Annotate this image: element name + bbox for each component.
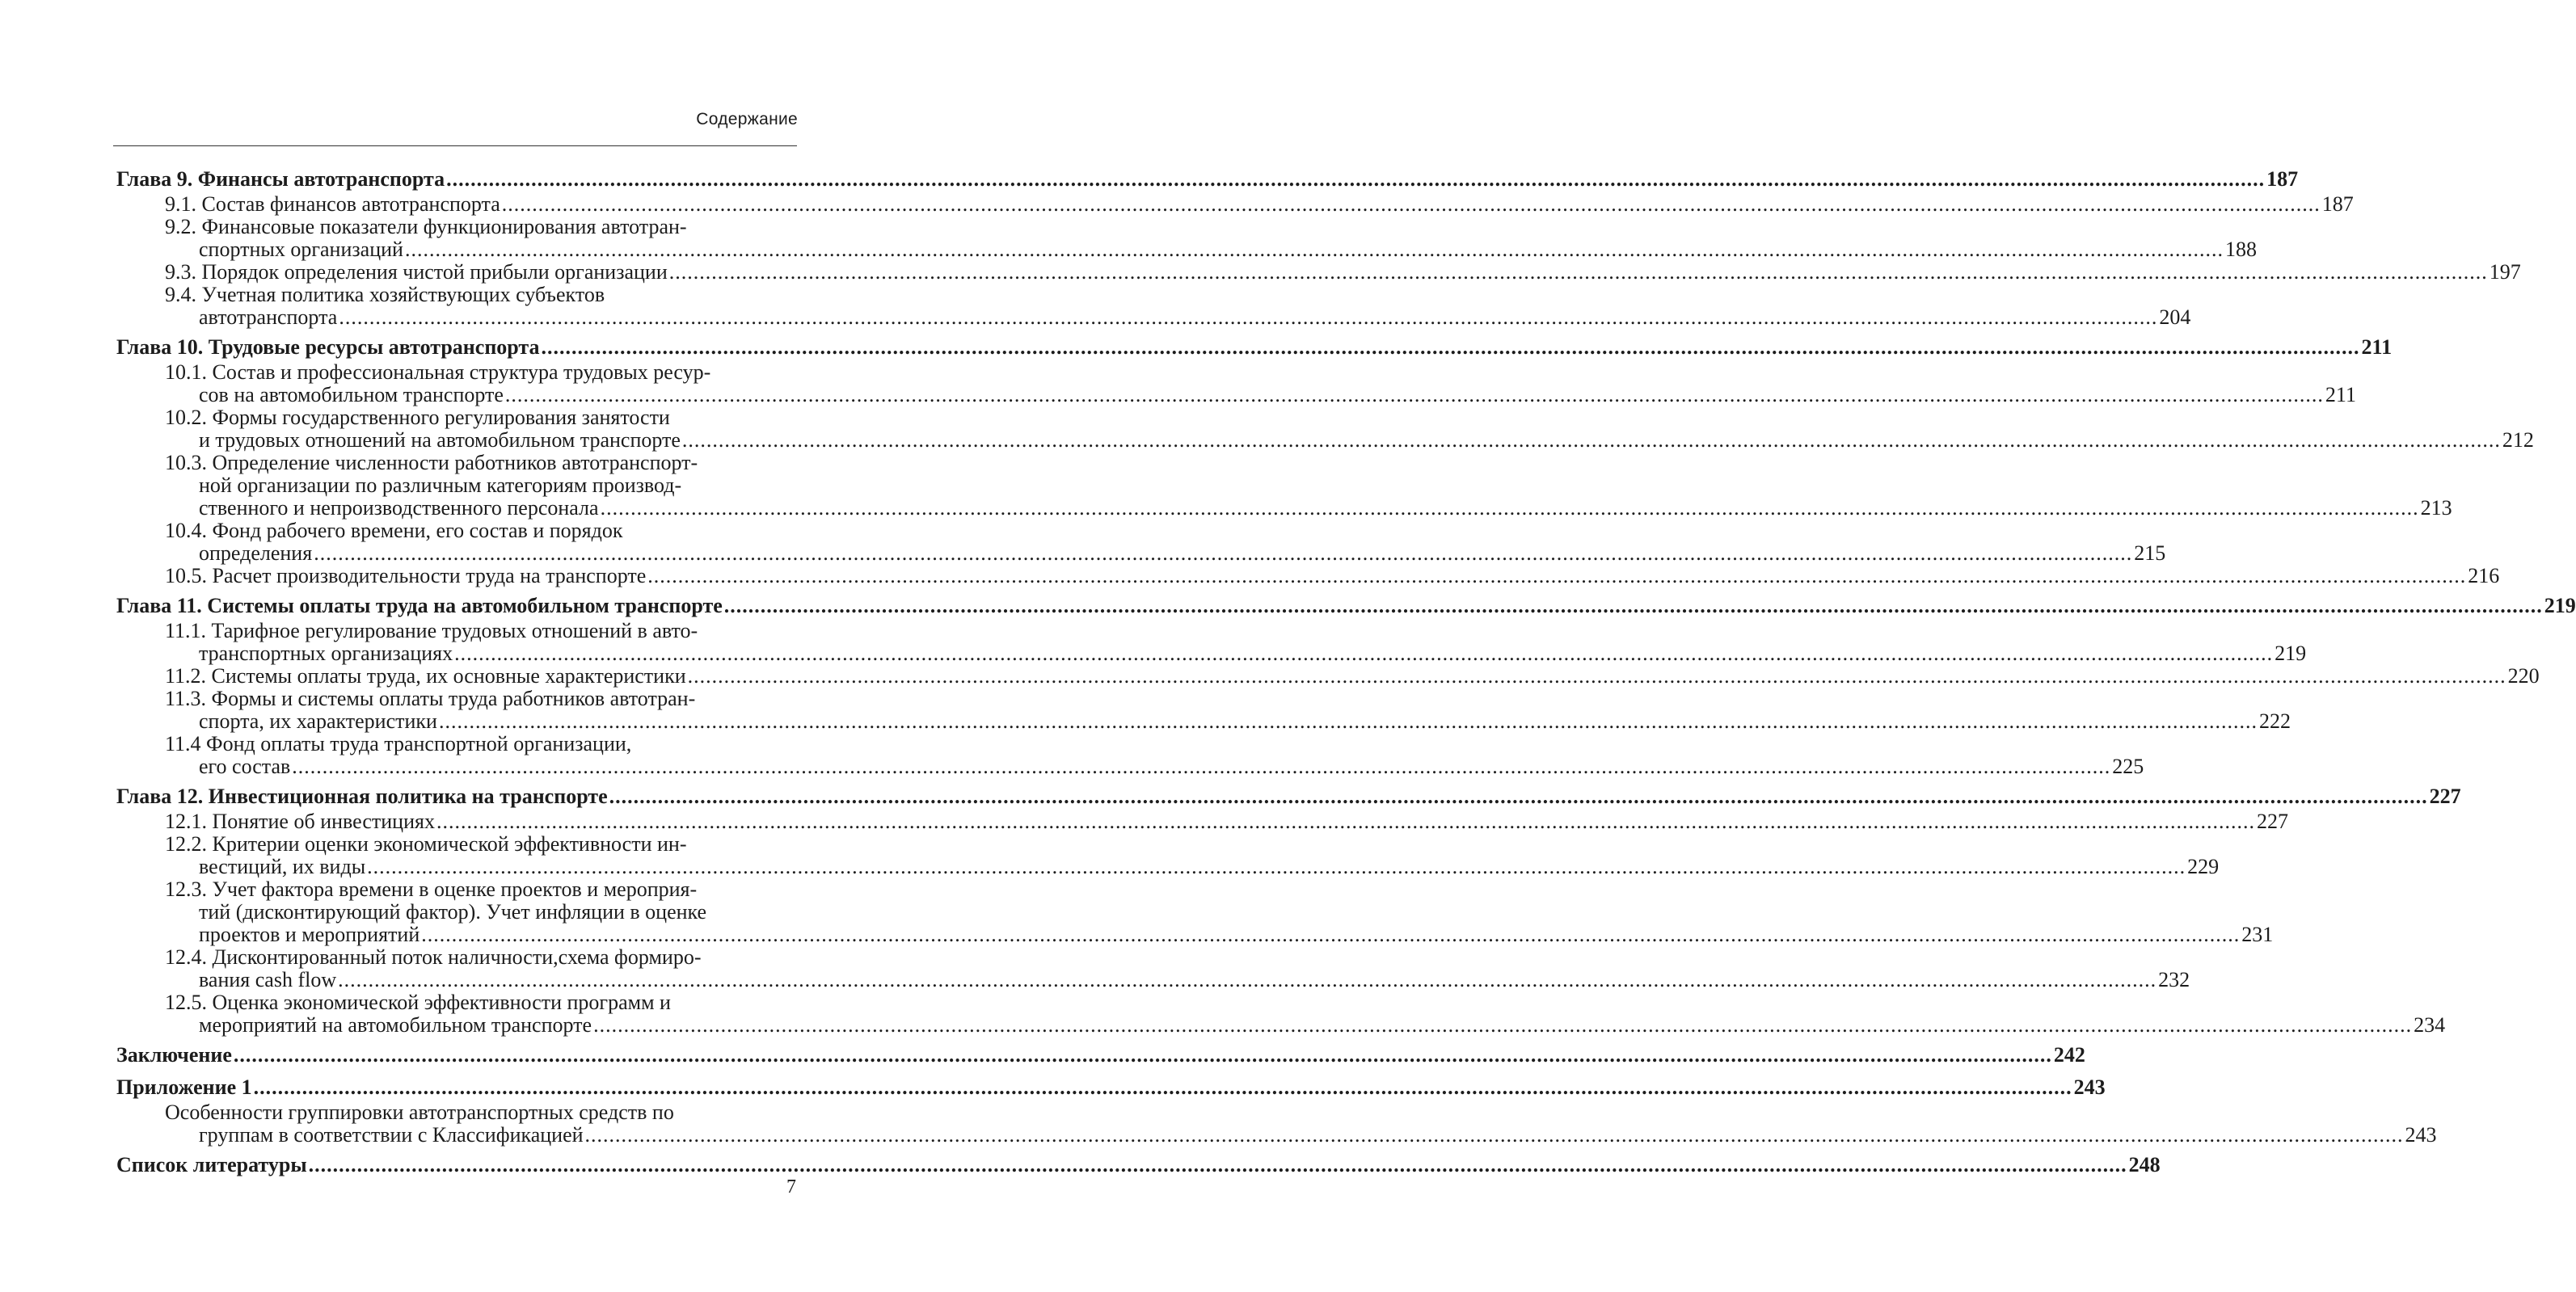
toc-page-number: 229	[2187, 855, 2220, 878]
toc-entry-title: вестиций, их виды	[199, 855, 366, 878]
toc-entry-title: 9.4. Учетная политика хозяйствующих субъектов	[165, 283, 605, 306]
toc-entry-line	[116, 592, 2576, 620]
toc-entry-title: группам в соответствии с Классификацией	[199, 1123, 584, 1147]
dot-leader: ............................................................................................................................................................................................................................................................................................................	[541, 335, 2360, 359]
dot-leader: ............................................................................................................................................................................................................................................................................................................	[253, 1075, 2072, 1099]
toc-entry-title: Список литературы	[116, 1153, 307, 1176]
toc-entry-title: Заключение	[116, 1043, 232, 1067]
toc-entry-line	[116, 1042, 2085, 1069]
toc-entry-title: Глава 9. Финансы автотранспорта	[116, 167, 445, 191]
toc-page-number: 243	[2405, 1123, 2437, 1147]
toc-entry-line	[165, 833, 797, 856]
toc-entry-title: ственного и непроизводственного персонала	[199, 496, 599, 520]
toc-entry-title: транспортных организациях	[199, 642, 453, 665]
toc-chapter-entry[interactable]	[116, 783, 2461, 810]
toc-page-number: 219	[2275, 642, 2307, 665]
toc-entry-line	[116, 334, 2393, 361]
toc-page-number: 248	[2128, 1153, 2161, 1176]
toc-entry-title: тий (дисконтирующий фактор). Учет инфляции в оценке	[199, 900, 707, 924]
toc-section-entry[interactable]	[116, 360, 2356, 406]
toc-entry-line	[165, 1013, 2446, 1037]
toc-entry-title: Глава 11. Системы оплаты труда на автомобильном транспорте	[116, 594, 723, 617]
toc-page-number: 232	[2158, 968, 2190, 991]
dot-leader: ............................................................................................................................................................................................................................................................................................................	[338, 968, 2157, 991]
running-head-title: Содержание	[696, 110, 798, 128]
toc-entry-title: 12.2. Критерии оценки экономической эффективности ин-	[165, 832, 687, 856]
toc-section-entry[interactable]	[116, 945, 2190, 991]
toc-entry-line	[165, 564, 2500, 587]
toc-entry-line	[165, 968, 2190, 991]
toc-page-number: 225	[2112, 755, 2144, 778]
toc-page-number: 215	[2134, 541, 2166, 565]
toc-entry-title: вания cash flow	[199, 968, 337, 991]
toc-entry-title: 9.1. Состав финансов автотранспорта	[165, 192, 500, 216]
toc-entry-title: спорта, их характеристики	[199, 709, 437, 733]
toc-entry-line	[165, 1123, 2437, 1147]
toc-entry-line	[165, 192, 2354, 216]
toc-entry-line	[165, 642, 2307, 665]
toc-page-number: 227	[2256, 810, 2288, 833]
toc-entry-line	[165, 755, 2144, 778]
toc-entry-line	[165, 878, 797, 901]
toc-chapter-entry[interactable]	[116, 1151, 2161, 1179]
toc-entry-title: сов на автомобильном транспорте	[199, 383, 504, 406]
toc-chapter-entry[interactable]	[116, 334, 2393, 361]
toc-page-number: 243	[2073, 1075, 2106, 1099]
toc-section-entry[interactable]	[116, 260, 2521, 284]
toc-section-entry[interactable]	[116, 283, 2191, 329]
toc-entry-title: спортных организаций	[199, 238, 403, 261]
toc-entry-title: 11.1. Тарифное регулирование трудовых отношений в авто-	[165, 619, 698, 642]
dot-leader: ............................................................................................................................................................................................................................................................................................................	[501, 192, 2321, 216]
dot-leader: ............................................................................................................................................................................................................................................................................................................	[438, 709, 2258, 733]
toc-entry-title: 12.5. Оценка экономической эффективности программ и	[165, 991, 671, 1014]
toc-entry-title: 11.3. Формы и системы оплаты труда работников автотран-	[165, 687, 696, 710]
dot-leader: ............................................................................................................................................................................................................................................................................................................	[454, 642, 2274, 665]
toc-entry-title: 10.1. Состав и профессиональная структура трудовых ресур-	[165, 360, 711, 384]
toc-section-entry[interactable]	[116, 732, 2144, 778]
toc-page-number: 187	[2266, 167, 2299, 191]
toc-entry-title: 10.4. Фонд рабочего времени, его состав и порядок	[165, 519, 623, 542]
toc-page-number: 204	[2159, 305, 2191, 329]
toc-section-entry[interactable]	[116, 810, 2288, 833]
toc-entry-title: автотранспорта	[199, 305, 338, 329]
toc-entry-title: 11.2. Системы оплаты труда, их основные характеристики	[165, 664, 686, 688]
toc-entry-line	[165, 733, 797, 755]
toc-page-number: 220	[2507, 664, 2540, 688]
toc-entry-line	[165, 428, 2534, 452]
toc-entry-line	[165, 520, 797, 542]
toc-entry-line	[165, 452, 797, 474]
toc-entry-title: определения	[199, 541, 313, 565]
toc-entry-line	[116, 166, 2299, 193]
toc-entry-title: Глава 12. Инвестиционная политика на транспорте	[116, 785, 608, 808]
toc-page-number: 216	[2468, 564, 2500, 587]
dot-leader: ............................................................................................................................................................................................................................................................................................................	[584, 1123, 2404, 1147]
toc-section-entry[interactable]	[116, 1101, 2437, 1147]
toc-chapter-entry[interactable]	[116, 592, 2576, 620]
dot-leader: ............................................................................................................................................................................................................................................................................................................	[593, 1013, 2413, 1037]
toc-entry-title: 10.5. Расчет производительности труда на транспорте	[165, 564, 647, 587]
toc-entry-line	[165, 946, 797, 969]
toc-page-number: 213	[2420, 496, 2452, 520]
toc-chapter-entry[interactable]	[116, 166, 2299, 193]
toc-entry-title: 10.2. Формы государственного регулирования занятости	[165, 406, 670, 429]
toc-section-entry[interactable]	[116, 619, 2307, 665]
toc-page-number: 227	[2429, 785, 2461, 808]
toc-page-number: 219	[2544, 594, 2576, 617]
toc-entry-line	[165, 260, 2521, 284]
toc-section-entry[interactable]	[116, 991, 2446, 1037]
dot-leader: ............................................................................................................................................................................................................................................................................................................	[681, 428, 2501, 452]
toc-entry-title: его состав	[199, 755, 291, 778]
toc-page-number: 211	[2361, 335, 2393, 359]
toc-entry-title: и трудовых отношений на автомобильном транспорте	[199, 428, 681, 452]
toc-entry-line	[165, 361, 797, 384]
dot-leader: ............................................................................................................................................................................................................................................................................................................	[367, 855, 2186, 878]
toc-entry-line	[165, 664, 2540, 688]
dot-leader: ............................................................................................................................................................................................................................................................................................................	[504, 383, 2324, 406]
dot-leader: ............................................................................................................................................................................................................................................................................................................	[647, 564, 2467, 587]
toc-section-entry[interactable]	[116, 519, 2166, 565]
toc-chapter-entry[interactable]	[116, 1042, 2085, 1069]
dot-leader: ............................................................................................................................................................................................................................................................................................................	[292, 755, 2111, 778]
toc-entry-line	[165, 620, 797, 642]
toc-entry-line	[165, 901, 797, 924]
page-number: 7	[786, 1176, 796, 1197]
toc-entry-line	[165, 496, 2452, 520]
toc-entry-title: мероприятий на автомобильном транспорте	[199, 1013, 592, 1037]
toc-entry-title: 9.3. Порядок определения чистой прибыли организации	[165, 260, 668, 284]
dot-leader: ............................................................................................................................................................................................................................................................................................................	[609, 785, 2428, 808]
toc-entry-line	[165, 709, 2291, 733]
toc-section-entry[interactable]	[116, 192, 2354, 216]
toc-entry-line	[165, 383, 2356, 406]
toc-chapter-entry[interactable]	[116, 1074, 2106, 1101]
toc-entry-title: 12.4. Дисконтированный поток наличности,схема формиро-	[165, 945, 702, 969]
toc-section-entry[interactable]	[116, 877, 2274, 946]
toc-section-entry[interactable]	[116, 664, 2540, 688]
toc-entry-line	[165, 238, 2257, 261]
toc-section-entry[interactable]	[116, 687, 2291, 733]
toc-entry-title: 10.3. Определение численности работников автотранспорт-	[165, 451, 698, 474]
toc-entry-line	[116, 1151, 2161, 1179]
toc-entry-title: Особенности группировки автотранспортных средств по	[165, 1101, 674, 1124]
toc-page-number: 187	[2321, 192, 2354, 216]
toc-entry-line	[165, 406, 797, 429]
dot-leader: ............................................................................................................................................................................................................................................................................................................	[668, 260, 2488, 284]
dot-leader: ............................................................................................................................................................................................................................................................................................................	[687, 664, 2506, 688]
toc-entry-line	[165, 810, 2288, 833]
toc-page-number: 234	[2414, 1013, 2446, 1037]
toc-entry-title: Глава 10. Трудовые ресурсы автотранспорта	[116, 335, 540, 359]
toc-entry-line	[165, 474, 797, 497]
toc-section-entry[interactable]	[116, 564, 2500, 587]
dot-leader: ............................................................................................................................................................................................................................................................................................................	[446, 167, 2266, 191]
table-of-contents	[116, 166, 2576, 1179]
toc-entry-title: проектов и мероприятий	[199, 923, 420, 946]
toc-entry-title: ной организации по различным категориям производ-	[199, 473, 682, 497]
toc-entry-line	[165, 284, 797, 306]
toc-section-entry[interactable]	[116, 406, 2534, 452]
toc-section-entry[interactable]	[116, 451, 2452, 520]
dot-leader: ............................................................................................................................................................................................................................................................................................................	[600, 496, 2419, 520]
toc-page-number: 212	[2502, 428, 2534, 452]
dot-leader: ............................................................................................................................................................................................................................................................................................................	[314, 541, 2133, 565]
toc-entry-line	[165, 541, 2166, 565]
toc-entry-line	[165, 216, 797, 238]
toc-entry-line	[165, 923, 2274, 946]
dot-leader: ............................................................................................................................................................................................................................................................................................................	[723, 594, 2543, 617]
dot-leader: ............................................................................................................................................................................................................................................................................................................	[233, 1043, 2052, 1067]
toc-entry-line	[165, 305, 2191, 329]
toc-entry-line	[165, 991, 797, 1014]
toc-entry-line	[116, 783, 2461, 810]
toc-page-number: 211	[2325, 383, 2356, 406]
toc-page-number: 222	[2258, 709, 2291, 733]
dot-leader: ............................................................................................................................................................................................................................................................................................................	[436, 810, 2255, 833]
dot-leader: ............................................................................................................................................................................................................................................................................................................	[308, 1153, 2127, 1176]
toc-entry-line	[165, 688, 797, 710]
toc-entry-title: 12.1. Понятие об инвестициях	[165, 810, 435, 833]
toc-page-number: 197	[2489, 260, 2521, 284]
toc-entry-line	[165, 1101, 797, 1124]
toc-entry-line	[165, 855, 2220, 878]
toc-entry-title: 11.4 Фонд оплаты труда транспортной организации,	[165, 732, 632, 755]
toc-page-number: 231	[2241, 923, 2274, 946]
toc-page-number: 242	[2053, 1043, 2085, 1067]
toc-section-entry[interactable]	[116, 832, 2220, 878]
dot-leader: ............................................................................................................................................................................................................................................................................................................	[404, 238, 2224, 261]
toc-section-entry[interactable]	[116, 215, 2257, 261]
toc-entry-title: 12.3. Учет фактора времени в оценке проектов и мероприя-	[165, 877, 698, 901]
toc-entry-title: 9.2. Финансовые показатели функционирования автотран-	[165, 215, 687, 238]
header-rule	[113, 145, 797, 146]
dot-leader: ............................................................................................................................................................................................................................................................................................................	[421, 923, 2241, 946]
toc-entry-line	[116, 1074, 2106, 1101]
dot-leader: ............................................................................................................................................................................................................................................................................................................	[339, 305, 2158, 329]
toc-entry-title: Приложение 1	[116, 1075, 252, 1099]
toc-page-number: 188	[2224, 238, 2257, 261]
